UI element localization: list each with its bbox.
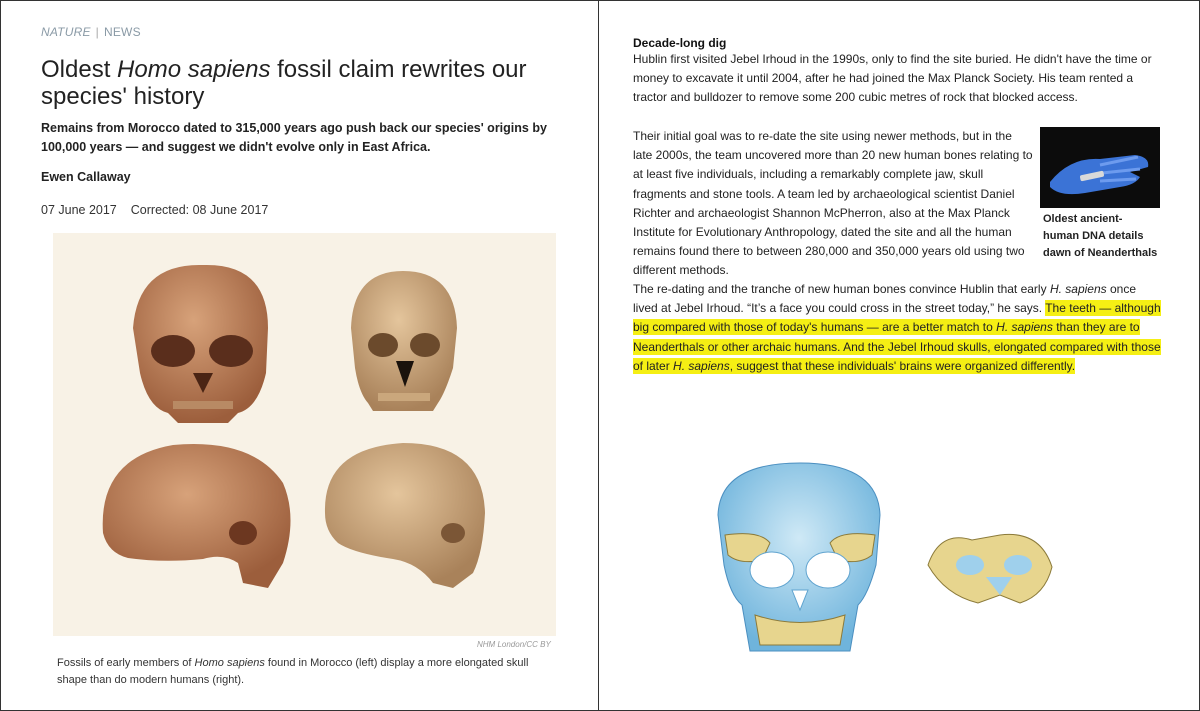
highlighted-text: The teeth — although big compared with those of today's humans — are a better match to H. sapiens than they are to Neanderthals or other archaic humans. And the Jebel Irhoud skulls, elongated compared with those of later H. sapiens, suggest that these individuals' brains were organized differently. [633, 301, 1161, 373]
skull-ct-scan-image [700, 455, 1100, 665]
fossil-skull-front [133, 265, 268, 423]
ct-skull-fragment [928, 534, 1052, 603]
paragraph: Their initial goal was to re-date the site using newer methods, but in the late 2000s, the team uncovered more than 20 new human bones relating to at least five individuals, including a remarkably complete jaw, skull fragments and stone tools. A team led by archaeological scientist Daniel Richter and archaeologist Shannon McPherron, also at the Max Planck Institute for Evolutionary Anthropology, dated the site and all the human remains found there to between 280,000 and 350,000 years old using two different methods. [633, 129, 1033, 278]
related-article-thumbnail[interactable] [1040, 127, 1160, 208]
page-divider [598, 0, 599, 711]
image-credit: NHM London/CC BY [477, 640, 551, 649]
modern-skull-side [325, 443, 485, 588]
fossil-skull-side [103, 444, 291, 588]
breadcrumb-section[interactable]: NATURE [41, 25, 91, 39]
section-subhead: Decade-long dig [633, 36, 727, 50]
article-headline: Oldest Homo sapiens fossil claim rewrites our species' history [41, 56, 527, 110]
corrected-date: Corrected: 08 June 2017 [130, 203, 269, 217]
article-author[interactable]: Ewen Callaway [41, 170, 131, 184]
breadcrumb-category[interactable]: NEWS [103, 25, 141, 39]
breadcrumb [41, 25, 141, 39]
figure-caption: Fossils of early members of Homo sapiens found in Morocco (left) display a more elongated skull shape than do modern humans (right). [57, 657, 529, 686]
breadcrumb-separator: | [95, 25, 99, 39]
article-standfirst: Remains from Morocco dated to 315,000 years ago push back our species' origins by 100,000 years — and suggest we didn't evolve only in East Africa. [41, 121, 547, 154]
paragraph-highlighted: The re-dating and the tranche of new human bones convince Hublin that early H. sapiens once lived at Jebel Irhoud. “It’s a face you could cross in the street today,” he says. The teeth — although big compared with those of today's humans — are a better match to H. sapiens than they are to Neanderthals or other archaic humans. And the Jebel Irhoud skulls, elongated compared with those of later H. sapiens, suggest that these individuals' brains were organized differently. [633, 282, 1161, 373]
article-dates [41, 203, 268, 217]
published-date: 07 June 2017 [41, 203, 117, 217]
ct-skull-full [718, 463, 880, 651]
related-article-link[interactable]: Oldest ancient-human DNA details dawn of Neanderthals [1043, 213, 1158, 259]
modern-skull-front [351, 271, 457, 411]
skull-fossils-image [53, 233, 556, 636]
paragraph: Hublin first visited Jebel Irhoud in the 1990s, only to find the site buried. He didn't have the time or money to excavate it until 2004, after he had joined the Max Planck Society. His team rented a tractor and bulldozer to remove some 200 cubic metres of rock that blocked access. [633, 52, 1152, 105]
